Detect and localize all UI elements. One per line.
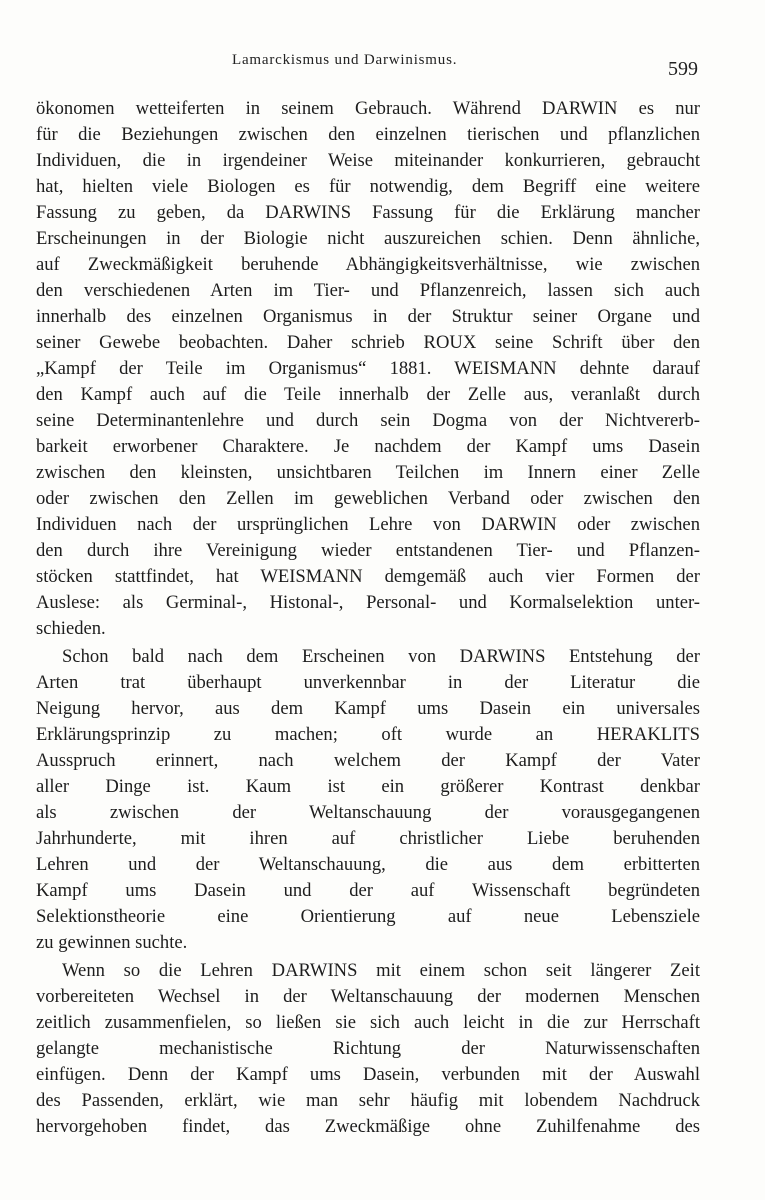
text-line: Selektionstheorie eine Orientierung auf neue Lebensziele <box>36 906 700 927</box>
text-line: Ausspruch erinnert, nach welchem der Kampf der Vater <box>36 750 700 771</box>
text-line: Fassung zu geben, da DARWINS Fassung für die Erklärung mancher <box>36 202 700 223</box>
text-line: zeitlich zusammenfielen, so ließen sie sich auch leicht in die zur Herrschaft <box>36 1012 700 1033</box>
text-line: oder zwischen den Zellen im geweblichen Verband oder zwischen den <box>36 488 700 509</box>
text-line: Arten trat überhaupt unverkennbar in der Literatur die <box>36 672 700 693</box>
text-line: auf Zweckmäßigkeit beruhende Abhängigkeitsverhältnisse, wie zwischen <box>36 254 700 275</box>
text-line: hervorgehoben findet, das Zweckmäßige ohne Zuhilfenahme des <box>36 1116 700 1137</box>
text-line: einfügen. Denn der Kampf ums Dasein, verbunden mit der Auswahl <box>36 1064 700 1085</box>
paragraph-3 <box>36 958 700 1140</box>
text-line: schieden. <box>36 618 106 639</box>
text-line: Individuen, die in irgendeiner Weise miteinander konkurrieren, gebraucht <box>36 150 700 171</box>
text-line: „Kampf der Teile im Organismus“ 1881. WEISMANN dehnte darauf <box>36 358 700 379</box>
text-line: zwischen den kleinsten, unsichtbaren Teilchen im Innern einer Zelle <box>36 462 700 483</box>
text-line: hat, hielten viele Biologen es für notwendig, dem Begriff eine weitere <box>36 176 700 197</box>
text-line: als zwischen der Weltanschauung der vorausgegangenen <box>36 802 700 823</box>
running-title: Lamarckismus und Darwinismus. <box>232 52 458 68</box>
text-line: stöcken stattfindet, hat WEISMANN demgemäß auch vier Formen der <box>36 566 700 587</box>
text-line: Auslese: als Germinal-, Histonal-, Personal- und Kormalselektion unter- <box>36 592 700 613</box>
paragraph-2 <box>36 644 700 956</box>
text-line: Lehren und der Weltanschauung, die aus dem erbitterten <box>36 854 700 875</box>
text-line: Kampf ums Dasein und der auf Wissenschaft begründeten <box>36 880 700 901</box>
page-number: 599 <box>668 58 698 80</box>
text-line: Schon bald nach dem Erscheinen von DARWINS Entstehung der <box>62 646 700 667</box>
text-line: den verschiedenen Arten im Tier- und Pflanzenreich, lassen sich auch <box>36 280 700 301</box>
text-line: aller Dinge ist. Kaum ist ein größerer Kontrast denkbar <box>36 776 700 797</box>
text-line: barkeit erworbener Charaktere. Je nachdem der Kampf ums Dasein <box>36 436 700 457</box>
text-line: Individuen nach der ursprünglichen Lehre von DARWIN oder zwischen <box>36 514 700 535</box>
text-line: Erklärungsprinzip zu machen; oft wurde an HERAKLITS <box>36 724 700 745</box>
text-line: den durch ihre Vereinigung wieder entstandenen Tier- und Pflanzen- <box>36 540 700 561</box>
text-line: vorbereiteten Wechsel in der Weltanschauung der modernen Menschen <box>36 986 700 1007</box>
body-text <box>36 96 700 1140</box>
text-line: den Kampf auch auf die Teile innerhalb der Zelle aus, veranlaßt durch <box>36 384 700 405</box>
text-line: Wenn so die Lehren DARWINS mit einem schon seit längerer Zeit <box>62 960 700 981</box>
text-line: innerhalb des einzelnen Organismus in der Struktur seiner Organe und <box>36 306 700 327</box>
text-line: seine Determinantenlehre und durch sein Dogma von der Nichtvererb- <box>36 410 700 431</box>
text-line: ökonomen wetteiferten in seinem Gebrauch. Während DARWIN es nur <box>36 98 700 119</box>
text-line: für die Beziehungen zwischen den einzelnen tierischen und pflanzlichen <box>36 124 700 145</box>
text-line: gelangte mechanistische Richtung der Naturwissenschaften <box>36 1038 700 1059</box>
text-line: des Passenden, erklärt, wie man sehr häufig mit lobendem Nachdruck <box>36 1090 700 1111</box>
text-line: Jahrhunderte, mit ihren auf christlicher Liebe beruhenden <box>36 828 700 849</box>
text-line: Erscheinungen in der Biologie nicht auszureichen schien. Denn ähnliche, <box>36 228 700 249</box>
text-line: Neigung hervor, aus dem Kampf ums Dasein ein universales <box>36 698 700 719</box>
paragraph-1 <box>36 96 700 642</box>
text-line: zu gewinnen suchte. <box>36 932 188 953</box>
text-line: seiner Gewebe beobachten. Daher schrieb ROUX seine Schrift über den <box>36 332 700 353</box>
